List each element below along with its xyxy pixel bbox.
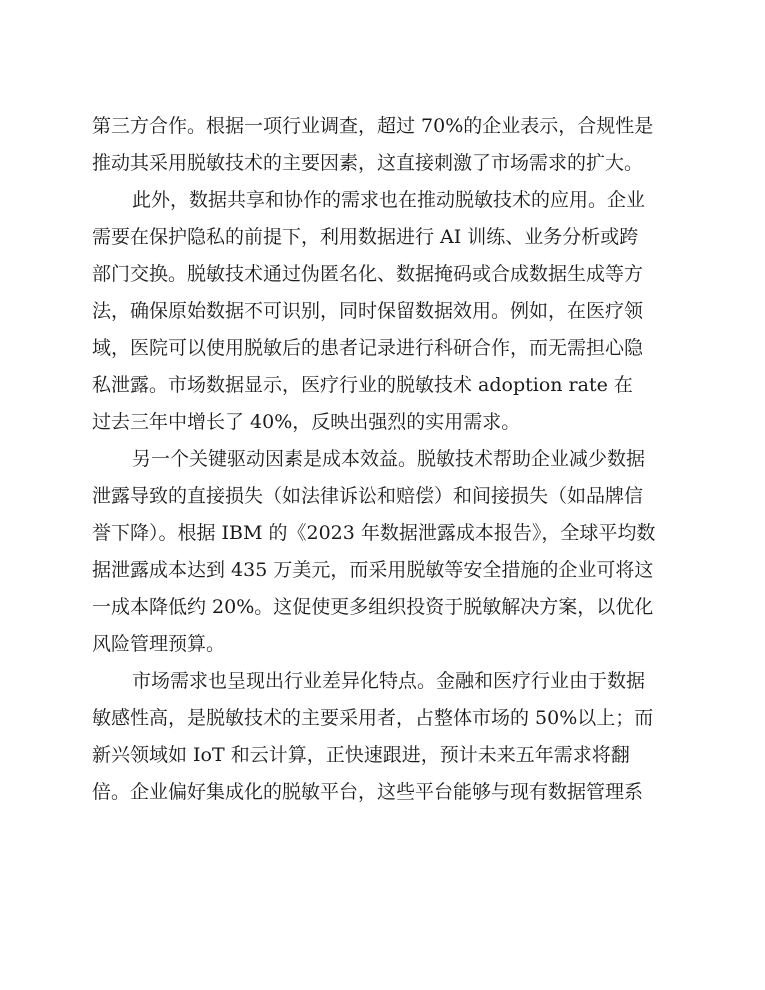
text-line: 誉下降）。根据 IBM 的《2023 年数据泄露成本报告》，全球平均数 bbox=[92, 522, 656, 544]
text-line: 第三方合作。根据一项行业调查，超过 70%的企业表示，合规性是 bbox=[92, 115, 654, 137]
text-line: 过去三年中增长了 40%，反映出强烈的实用需求。 bbox=[92, 411, 521, 433]
text-line: 此外，数据共享和协作的需求也在推动脱敏技术的应用。企业 bbox=[132, 189, 646, 211]
paragraph-3 bbox=[92, 441, 674, 663]
text-line: 风险管理预算。 bbox=[92, 633, 226, 655]
text-line: 私泄露。市场数据显示，医疗行业的脱敏技术 adoption rate 在 bbox=[92, 374, 633, 396]
paragraph-2 bbox=[92, 182, 674, 441]
text-line: 市场需求也呈现出行业差异化特点。金融和医疗行业由于数据 bbox=[132, 670, 646, 692]
text-line: 需要在保护隐私的前提下，利用数据进行 AI 训练、业务分析或跨 bbox=[92, 226, 639, 248]
text-line: 推动其采用脱敏技术的主要因素，这直接刺激了市场需求的扩大。 bbox=[92, 152, 644, 174]
text-line: 一成本降低约 20%。这促使更多组织投资于脱敏解决方案，以优化 bbox=[92, 596, 654, 618]
text-line: 另一个关键驱动因素是成本效益。脱敏技术帮助企业减少数据 bbox=[132, 448, 646, 470]
paragraph-1 bbox=[92, 108, 674, 182]
document-body bbox=[92, 108, 674, 811]
text-line: 倍。企业偏好集成化的脱敏平台，这些平台能够与现有数据管理系 bbox=[92, 781, 644, 803]
text-line: 敏感性高，是脱敏技术的主要采用者，占整体市场的 50%以上；而 bbox=[92, 707, 654, 729]
text-line: 新兴领域如 IoT 和云计算，正快速跟进，预计未来五年需求将翻 bbox=[92, 744, 630, 766]
text-line: 法，确保原始数据不可识别，同时保留数据效用。例如，在医疗领 bbox=[92, 300, 644, 322]
text-line: 据泄露成本达到 435 万美元，而采用脱敏等安全措施的企业可将这 bbox=[92, 559, 654, 581]
paragraph-4 bbox=[92, 663, 674, 811]
text-line: 域，医院可以使用脱敏后的患者记录进行科研合作，而无需担心隐 bbox=[92, 337, 644, 359]
text-line: 泄露导致的直接损失（如法律诉讼和赔偿）和间接损失（如品牌信 bbox=[92, 485, 644, 507]
text-line: 部门交换。脱敏技术通过伪匿名化、数据掩码或合成数据生成等方 bbox=[92, 263, 644, 285]
